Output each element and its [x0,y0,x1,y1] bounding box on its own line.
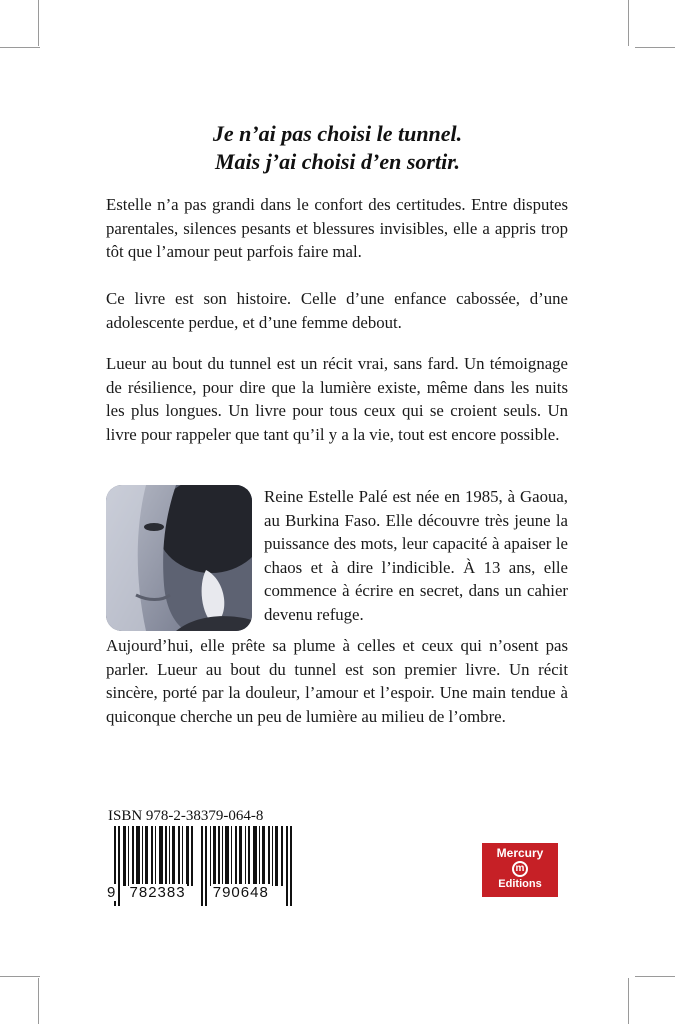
crop-mark-top-right-h [635,47,675,48]
barcode-digits-left: 782383 [129,884,186,901]
barcode-digit-first: 9 [107,884,117,901]
author-photo [106,485,252,631]
publisher-brand: Mercury [496,846,544,860]
publisher-sub: Editions [498,878,542,890]
author-bio [106,485,568,635]
crop-mark-top-right [628,0,629,46]
crop-mark-bottom-right-h [635,976,675,977]
publisher-logo [482,843,558,897]
crop-mark-top-left [38,0,39,46]
tagline-line-1: Je n’ai pas choisi le tunnel. [212,121,463,146]
tagline [100,120,575,176]
isbn-label: ISBN 978-2-38379-064-8 [108,808,264,824]
paragraph-summary: Lueur au bout du tunnel est un récit vrai, sans fard. Un témoignage de résilience, pour dire que la lumière existe, même dans les nuits les plus longues. Un livre pour tous ceux qui se croient seuls. Un livre pour rappeler que tant qu’il y a la vie, tout est encore possible. [106,354,568,444]
crop-mark-bottom-left [38,978,39,1024]
barcode-digits [106,884,302,901]
paragraph-intro: Estelle n’a pas grandi dans le confort des certitudes. Entre disputes parentales, silences pesants et blessures invisibles, elle a appris trop tôt que l’amour peut parfois faire mal. [106,195,568,261]
barcode-digits-right: 790648 [212,884,269,901]
crop-mark-bottom-left-h [0,976,40,977]
crop-mark-bottom-right [628,978,629,1024]
author-bio-text: Reine Estelle Palé est née en 1985, à Gaoua, au Burkina Faso. Elle découvre très jeune la puissance des mots, leur capacité à apaiser le chaos et à dire l’indicible. À 13 ans, elle commence à écrire en secret, dans un cahier devenu refuge. [264,487,568,624]
publisher-mark-icon: m [512,861,528,877]
author-portrait-icon [106,485,252,631]
crop-mark-top-left-h [0,47,40,48]
paragraph-closing: Aujourd’hui, elle prête sa plume à celles et ceux qui n’osent pas parler. Lueur au bout du tunnel est son premier livre. Un récit sincère, porté par la douleur, l’amour et l’espoir. Une main tendue à quiconque cherche un peu de lumière au milieu de l’ombre. [106,636,568,726]
tagline-line-2: Mais j’ai choisi d’en sortir. [214,149,461,174]
paragraph-story: Ce livre est son histoire. Celle d’une enfance cabossée, d’une adolescente perdue, et d’une femme debout. [106,289,568,332]
